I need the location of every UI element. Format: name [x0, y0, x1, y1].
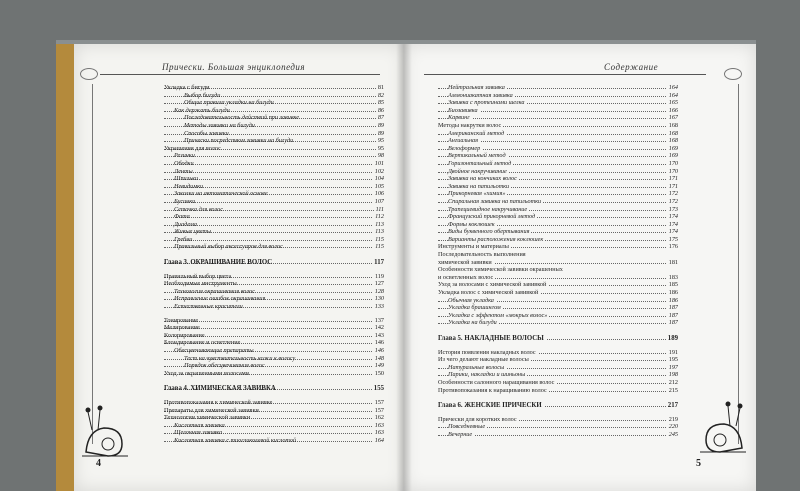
toc-entry-page: 195: [668, 356, 678, 364]
toc-entry-title: Способы завивки: [184, 129, 229, 137]
toc-entry-title: Вечерние: [448, 430, 473, 438]
toc-entry: [164, 399, 384, 407]
header-swirl-ornament: [80, 68, 98, 80]
toc-entry: [438, 364, 678, 372]
toc-entry: [438, 423, 678, 431]
toc-entry-title: Кислотная завивка: [174, 421, 225, 429]
toc-entry-page: 148: [374, 354, 384, 362]
toc-entry: [438, 198, 678, 206]
toc-entry-title: Завивка на папильотки: [448, 182, 510, 190]
toc-entry: [438, 379, 678, 387]
toc-entry-page: 220: [668, 423, 678, 431]
toc-entry: [438, 213, 678, 221]
toc-entry: [164, 288, 384, 296]
toc-chapter-heading: [438, 402, 678, 410]
toc-entry-page: 168: [668, 137, 678, 145]
toc-entry-page: 212: [668, 378, 678, 386]
toc-entry-title: Из чего делают накладные волосы: [438, 356, 529, 364]
toc-entry-page: 185: [668, 281, 678, 289]
toc-entry-page: 164: [374, 436, 384, 444]
toc-entry-title: Аммониакатная завивка: [448, 91, 513, 99]
toc-entry-page: 172: [668, 197, 678, 205]
toc-entry-title: Общие правила укладки на бигуди: [184, 99, 274, 107]
toc-entry: [164, 303, 384, 311]
toc-entry-page: 95: [377, 137, 384, 145]
toc-entry-page: 187: [668, 319, 678, 327]
toc-entry-title: Обычная укладка: [448, 296, 494, 304]
toc-entry: [438, 251, 678, 259]
toc-entry-title: Велоформер: [448, 144, 481, 152]
toc-entry-title: Правильный выбор цвета: [164, 272, 232, 280]
toc-entry-page: 82: [377, 91, 384, 99]
toc-entry: [438, 319, 678, 327]
toc-entry-title: Технология окрашивания волос: [174, 287, 255, 295]
toc-entry: [164, 160, 384, 168]
toc-entry: [164, 99, 384, 107]
toc-entry: [438, 289, 678, 297]
toc-entry: [164, 130, 384, 138]
toc-entry: [164, 122, 384, 130]
toc-entry: [438, 160, 678, 168]
leader-dots: [164, 240, 384, 241]
toc-entry-title: Завивка с протеинами шелка: [448, 99, 525, 107]
toc-entry: [164, 407, 384, 415]
toc-entry-title: Глава 4. ХИМИЧЕСКАЯ ЗАВИВКА: [164, 385, 276, 393]
toc-entry-title: Мелирование: [164, 324, 200, 332]
page-number: 5: [696, 458, 701, 469]
toc-entry-title: Резинки: [174, 152, 195, 160]
toc-entry: [164, 152, 384, 160]
toc-entry-page: 174: [668, 213, 678, 221]
toc-entry-title: Ангиальная: [448, 137, 479, 145]
toc-entry-title: химической завивки: [438, 258, 492, 266]
toc-entry: [438, 122, 678, 130]
toc-entry: [438, 175, 678, 183]
toc-entry-page: 165: [668, 99, 678, 107]
toc-entry: [438, 236, 678, 244]
toc-entry: [164, 280, 384, 288]
toc-entry-page: 155: [373, 385, 384, 393]
toc-entry-title: Последовательность действий при завивке: [184, 114, 299, 122]
toc-entry: [164, 221, 384, 229]
toc-entry-page: 187: [668, 304, 678, 312]
toc-entry-page: 157: [374, 406, 384, 414]
toc-entry-title: Виды буквенного обертывания: [448, 228, 530, 236]
toc-entry-page: 245: [668, 430, 678, 438]
toc-entry-page: 171: [668, 182, 678, 190]
leader-dots: [164, 202, 384, 203]
toc-entry: [438, 168, 678, 176]
toc-entry-title: Сеточка для волос: [174, 205, 223, 213]
toc-entry-title: Двойное накручивание: [448, 167, 507, 175]
toc-chapter-heading: [438, 335, 678, 343]
toc-entry-title: Выбор бигуди: [184, 91, 221, 99]
toc-entry-title: Особенности салонного наращивания волос: [438, 378, 555, 386]
toc-entry-page: 168: [668, 129, 678, 137]
toc-entry-page: 128: [374, 287, 384, 295]
toc-entry: [438, 92, 678, 100]
toc-entry: [438, 371, 678, 379]
toc-entry-title: Повседневные: [448, 423, 486, 431]
toc-entry: [438, 190, 678, 198]
header-rule: [100, 74, 380, 75]
toc-entry: [438, 137, 678, 145]
toc-entry: [164, 168, 384, 176]
toc-entry-page: 219: [668, 415, 678, 423]
toc-entry: [438, 228, 678, 236]
toc-entry: [438, 431, 678, 439]
toc-entry-title: Обесцвечивающие препараты: [174, 347, 254, 354]
toc-entry: [438, 259, 678, 267]
toc-entry-page: 117: [374, 259, 384, 267]
toc-entry-page: 175: [668, 235, 678, 243]
toc-entry-page: 176: [668, 243, 678, 251]
toc-entry-title: Заколки на автоматической основе: [174, 190, 268, 198]
toc-entry: [164, 206, 384, 214]
toc-entry-title: Формы коклюшек: [448, 220, 495, 228]
toc-entry-title: Порядок обесцвечивания волос: [184, 362, 265, 370]
toc-entry-title: Глава 6. ЖЕНСКИЕ ПРИЧЕСКИ: [438, 402, 542, 410]
toc-entry-title: Прически посредством завивки на бигуди: [184, 137, 294, 145]
toc-entry: [164, 370, 384, 378]
toc-entry-page: 86: [377, 106, 384, 114]
toc-entry-title: Уход за волосами с химической завивкой: [438, 281, 547, 289]
toc-entry-page: 187: [668, 311, 678, 319]
left-page: [74, 44, 404, 491]
toc-entry-title: Гребни: [174, 235, 193, 243]
toc-entry-title: Тонирование: [164, 316, 199, 324]
toc-entry-page: 105: [374, 182, 384, 190]
toc-entry-page: 127: [374, 280, 384, 288]
toc-entry-title: Методы завивки на бигуди: [184, 121, 255, 129]
toc-entry-title: Технологии химической завивки: [164, 414, 251, 422]
toc-entry-page: 163: [374, 429, 384, 437]
toc-entry: [438, 304, 678, 312]
toc-entry-title: Вертикальный метод: [448, 152, 506, 160]
toc-entry: [164, 317, 384, 325]
toc-entry-title: Противопоказания к химической завивке: [164, 398, 273, 406]
toc-entry: [438, 297, 678, 305]
toc-entry-title: Бусинки: [174, 197, 196, 205]
leader-dots: [438, 435, 678, 436]
toc-entry-title: Блондирование и осветление: [164, 339, 241, 347]
toc-entry-page: 115: [375, 235, 384, 243]
toc-entry: [164, 145, 384, 153]
toc-entry: [438, 183, 678, 191]
toc-entry-page: 163: [374, 421, 384, 429]
toc-entry: [164, 92, 384, 100]
toc-entry-title: Шпильки: [174, 175, 199, 183]
toc-entry-title: Особенности химической завивки окрашенных: [438, 266, 563, 274]
toc-entry-page: 115: [375, 243, 384, 251]
toc-entry-page: 143: [374, 331, 384, 339]
toc-entry-page: 164: [668, 84, 678, 91]
toc-entry-title: Невидимки: [174, 182, 204, 190]
toc-entry-title: Американский метод: [448, 129, 505, 137]
toc-entry: [438, 114, 678, 122]
toc-entry: [164, 355, 384, 363]
toc-entry: [438, 312, 678, 320]
leader-dots: [164, 164, 384, 165]
right-margin-rule: [738, 84, 739, 444]
toc-entry: [164, 183, 384, 191]
toc-entry-page: 149: [374, 362, 384, 370]
toc-entry-page: 146: [374, 339, 384, 347]
toc-entry-title: Завивка на кончиках волос: [448, 175, 517, 183]
toc-entry-page: 174: [668, 220, 678, 228]
toc-entry: [438, 281, 678, 289]
toc-entry-page: 166: [668, 106, 678, 114]
toc-entry-title: Варианты расположения коклюшек: [448, 235, 544, 243]
left-margin-rule: [92, 84, 93, 444]
toc-entry: [164, 332, 384, 340]
toc-entry-title: Горизонтальный метод: [448, 159, 512, 167]
toc-entry-page: 150: [374, 369, 384, 377]
toc-entry-title: Натуральные волосы: [448, 363, 505, 371]
toc-entry-page: 191: [668, 348, 678, 356]
toc-entry-page: 102: [374, 167, 384, 175]
toc-entry-title: Диадема: [174, 220, 197, 228]
toc-entry: [438, 107, 678, 115]
toc-entry: [438, 99, 678, 107]
running-header: Прически. Большая энциклопедия: [162, 62, 306, 72]
toc-entry-title: Биозавивка: [448, 106, 478, 114]
toc-chapter-heading: [164, 385, 384, 393]
toc-entry-page: 164: [668, 91, 678, 99]
toc-entry: [438, 152, 678, 160]
toc-entry-title: Нейтральная завивка: [448, 84, 505, 91]
toc-entry: [164, 437, 384, 445]
leader-dots: [164, 156, 384, 157]
toc-entry-page: 89: [377, 121, 384, 129]
toc-entry-page: 171: [668, 175, 678, 183]
toc-entry-title: Фата: [174, 213, 190, 221]
toc-entry-title: Укладка брашингом: [448, 304, 501, 312]
toc-entry-page: 142: [374, 324, 384, 332]
toc-entry: [438, 274, 678, 282]
toc-entry-title: Прикорневая «химия»: [448, 190, 506, 198]
header-swirl-ornament: [724, 68, 742, 80]
toc-entry-title: и осветленных волос: [438, 273, 494, 281]
toc-entry: [164, 295, 384, 303]
toc-entry-page: 174: [668, 228, 678, 236]
toc-entry-title: Правильный выбор аксессуаров для волос: [174, 243, 283, 251]
toc-entry: [164, 243, 384, 251]
toc-entry-page: 170: [668, 167, 678, 175]
snail-ornament-icon: [78, 400, 134, 460]
toc-entry-page: 157: [374, 398, 384, 406]
toc-entry-title: Укладка на бигуди: [448, 319, 497, 327]
toc-entry-page: 172: [668, 190, 678, 198]
toc-entry-title: История появления накладных волос: [438, 348, 536, 356]
header-rule: [424, 74, 706, 75]
toc-entry-title: Украшения для волос: [164, 144, 221, 152]
toc-entry: [164, 198, 384, 206]
toc-entry-title: Парики, накладки и шиньоны: [448, 371, 526, 379]
toc-entry-title: Исправление ошибок окрашивания: [174, 295, 266, 303]
toc-entry-title: Ленты: [174, 167, 193, 175]
toc-entry-page: 87: [377, 114, 384, 122]
toc-entry: [438, 221, 678, 229]
toc-entry-page: 217: [667, 402, 678, 410]
toc-entry-title: Необходимые инструменты: [164, 280, 237, 288]
toc-entry-page: 183: [668, 273, 678, 281]
toc-entry-page: 168: [668, 121, 678, 129]
right-page: [404, 44, 756, 491]
toc-entry-page: 119: [374, 272, 384, 280]
toc-entry-title: Препараты для химической завивки: [164, 406, 259, 414]
toc-entry-title: Глава 3. ОКРАШИВАНИЕ ВОЛОС: [164, 259, 273, 267]
toc-entry-page: 81: [377, 84, 384, 91]
toc-entry-title: Укладка волос с химической завивкой: [438, 289, 539, 297]
toc-entry-title: Как держать бигуди: [174, 106, 230, 114]
toc-entry-title: Методы накрутки волос: [438, 121, 502, 129]
toc-entry: [438, 387, 678, 395]
toc-chapter-heading: [164, 259, 384, 267]
toc-entry-page: 169: [668, 152, 678, 160]
toc-entry: [164, 414, 384, 422]
toc-entry-page: 167: [668, 114, 678, 122]
toc-entry: [438, 130, 678, 138]
toc-entry-page: 181: [668, 258, 678, 266]
toc-entry-page: 98: [377, 152, 384, 160]
toc-entry: [164, 429, 384, 437]
toc-entry-title: Кислотная завивка с тиогликолевой кислотой: [174, 436, 297, 444]
toc-entry-title: Естественные красители: [174, 303, 243, 311]
toc-entry-page: 95: [377, 144, 384, 152]
toc-entry-title: Прически для коротких волос: [438, 415, 517, 423]
book-cover-edge: [56, 44, 76, 491]
toc-entry: [164, 190, 384, 198]
book-gutter: [396, 44, 412, 491]
toc-entry: [164, 228, 384, 236]
toc-entry-page: 101: [374, 159, 384, 167]
toc-entry: [164, 422, 384, 430]
toc-entry-title: Последовательность выполнения: [438, 251, 526, 259]
toc-entry: [164, 339, 384, 347]
toc-entry-page: 198: [668, 371, 678, 379]
toc-entry: [164, 137, 384, 145]
toc-entry-title: Укладка с бигуди: [164, 84, 210, 91]
toc-entry-title: Спиральная завивка на папильотки: [448, 197, 542, 205]
toc-entry-page: 112: [375, 213, 384, 221]
leader-dots: [438, 118, 678, 119]
toc-entry-title: Щелочная завивка: [174, 429, 223, 437]
toc-entry-title: Трапециевидное накручивание: [448, 205, 528, 213]
toc-entry-title: Инструменты и материалы: [438, 243, 509, 251]
toc-entry-page: 170: [668, 159, 678, 167]
toc-entry: [164, 273, 384, 281]
toc-entry-page: 162: [374, 414, 384, 422]
toc-entry-page: 89: [377, 129, 384, 137]
toc-entry-title: Колорирование: [164, 331, 205, 339]
toc-entry-page: 137: [374, 316, 384, 324]
toc-entry: [164, 324, 384, 332]
toc-entry-title: Противопоказания к наращиванию волос: [438, 386, 547, 394]
toc-entry: [164, 236, 384, 244]
toc-entry-page: 113: [375, 228, 384, 236]
snail-ornament-icon: [694, 396, 750, 456]
toc-entry-page: 111: [375, 205, 384, 213]
toc-entry: [164, 107, 384, 115]
toc-entry: [164, 362, 384, 370]
leader-dots: [164, 172, 384, 173]
toc-entry-page: 189: [667, 335, 678, 342]
toc-entry-page: 85: [377, 99, 384, 107]
toc-list-left: [164, 84, 384, 445]
toc-entry-title: Уход за окрашенными волосами: [164, 369, 249, 377]
toc-entry: [164, 347, 384, 355]
toc-entry-title: Глава 5. НАКЛАДНЫЕ ВОЛОСЫ: [438, 335, 544, 342]
toc-entry: [438, 84, 678, 92]
toc-entry-page: 197: [668, 363, 678, 371]
toc-entry-page: 130: [374, 295, 384, 303]
toc-entry: [438, 266, 678, 274]
toc-entry-page: 106: [374, 190, 384, 198]
toc-entry-page: 215: [668, 386, 678, 394]
toc-entry-title: Укладка с эффектом «мокрых волос»: [448, 311, 548, 319]
toc-entry-title: Карвинг: [448, 114, 470, 122]
toc-entry: [438, 243, 678, 251]
toc-entry-page: 104: [374, 175, 384, 183]
toc-entry: [164, 213, 384, 221]
toc-entry: [438, 356, 678, 364]
leader-dots: [164, 217, 384, 218]
page-number: 4: [96, 458, 101, 469]
toc-entry: [438, 416, 678, 424]
toc-entry-page: 173: [668, 205, 678, 213]
toc-entry-page: 113: [375, 220, 384, 228]
toc-entry-title: Ободки: [174, 159, 194, 167]
running-header: Содержание: [604, 62, 659, 72]
toc-entry-title: Тест на чувствительность кожи к волосу: [184, 354, 296, 362]
toc-entry: [164, 175, 384, 183]
toc-entry-page: 186: [668, 296, 678, 304]
toc-entry-page: 107: [374, 197, 384, 205]
toc-entry: [164, 114, 384, 122]
toc-entry-page: 169: [668, 144, 678, 152]
toc-entry: [164, 84, 384, 92]
toc-entry-title: Французский прикорневой метод: [448, 213, 536, 221]
toc-entry-page: 146: [374, 347, 384, 354]
toc-entry-page: 186: [668, 289, 678, 297]
toc-list-right: [438, 84, 678, 439]
toc-entry-page: 133: [374, 303, 384, 311]
toc-entry-title: Живые цветы: [174, 228, 212, 236]
toc-entry: [438, 145, 678, 153]
toc-entry: [438, 349, 678, 357]
toc-entry: [438, 206, 678, 214]
